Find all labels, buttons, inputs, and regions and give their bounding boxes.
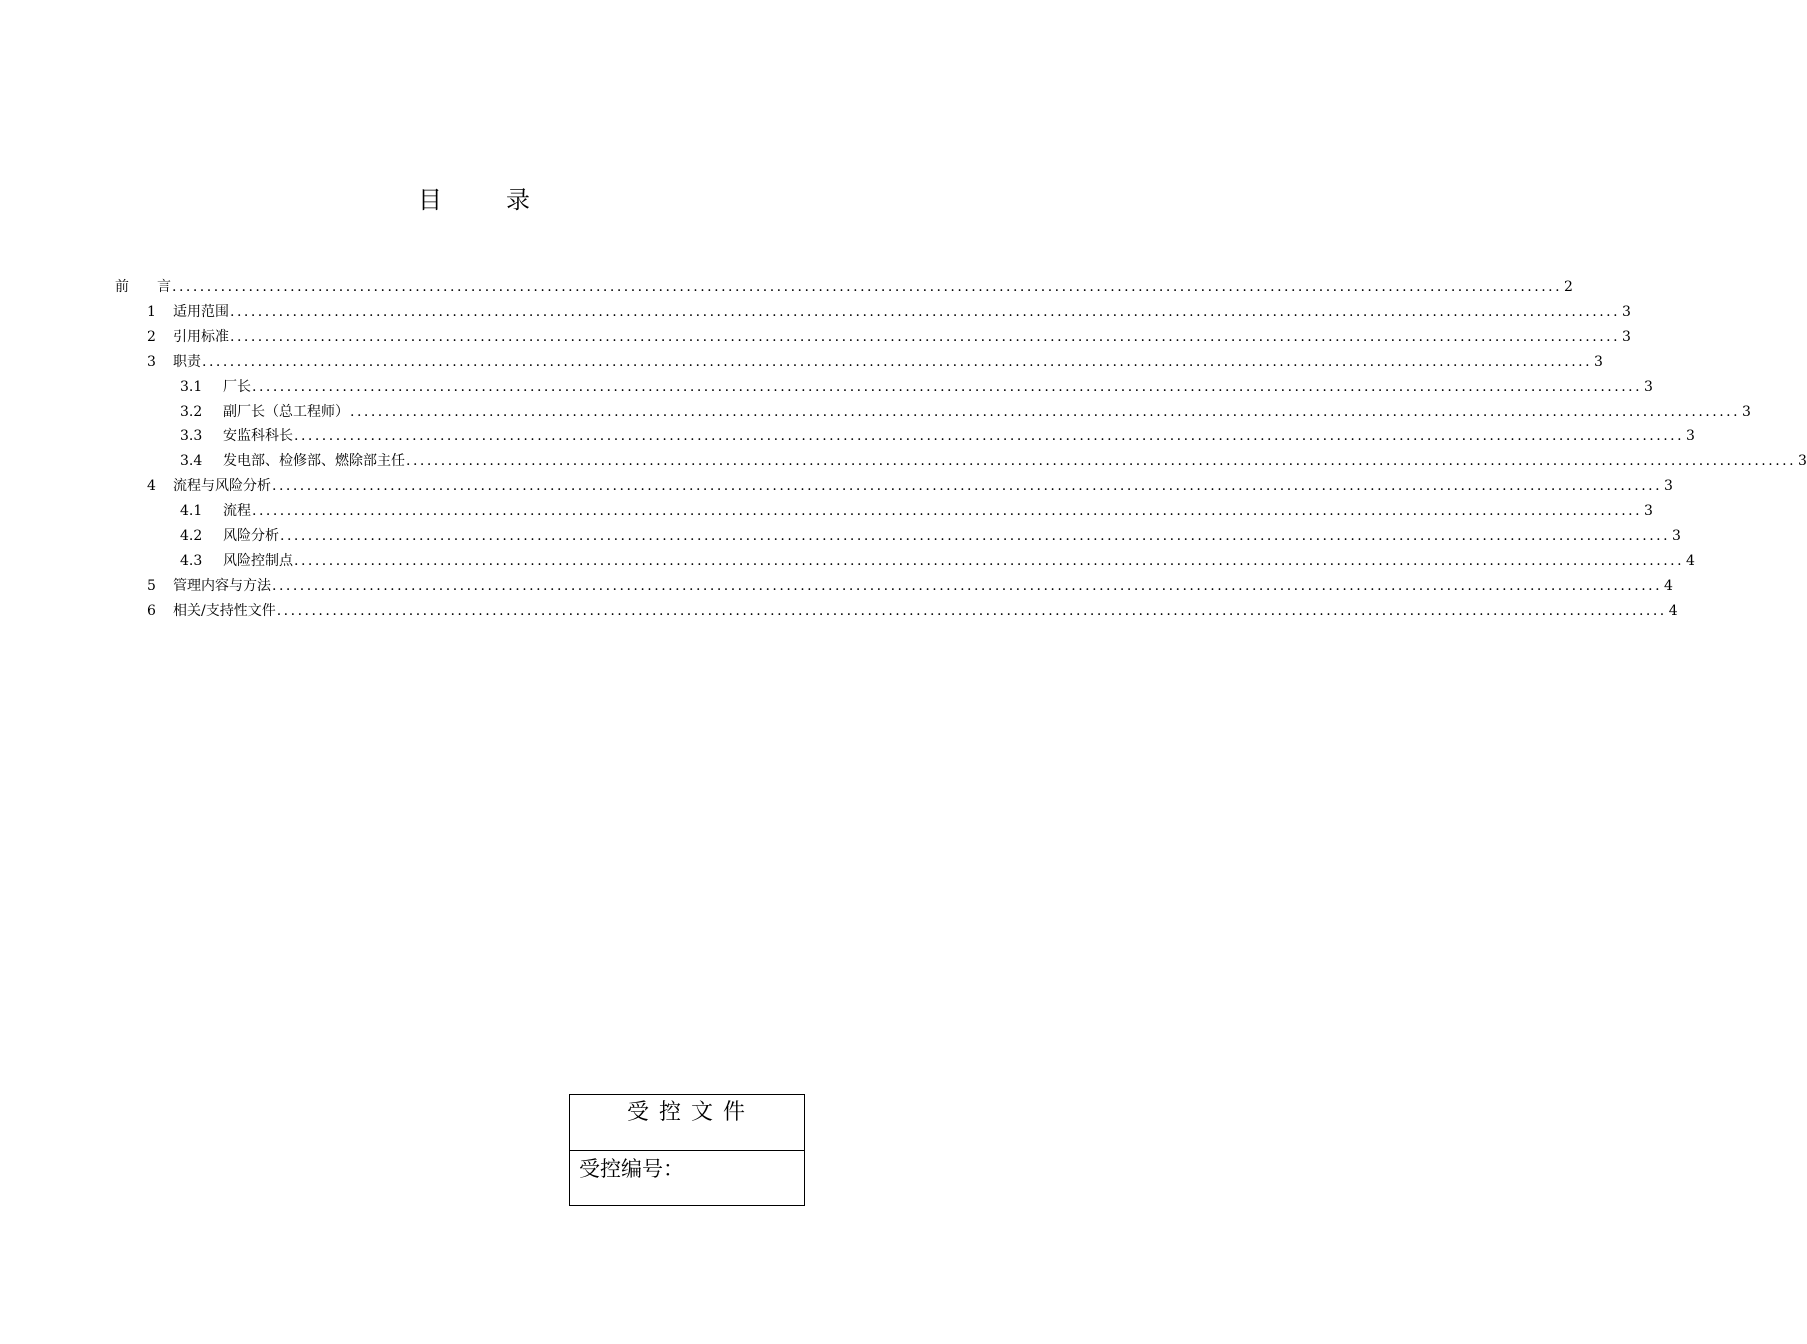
toc-entry-label: 适用范围 [173, 303, 229, 320]
toc-entry[interactable] [147, 327, 1631, 347]
toc-entry-number: 3.3 [180, 428, 203, 445]
toc-leader-dots: ........................................................................................................................................................................................................ [276, 602, 1667, 619]
toc-entry-number: 3 [147, 353, 156, 370]
toc-entry-number: 3.4 [180, 453, 203, 470]
toc-entry[interactable] [147, 601, 1678, 621]
toc-title-char-1: 目 [418, 186, 444, 214]
toc-entry-page: 3 [1742, 403, 1751, 420]
toc-entry-label: 管理内容与方法 [173, 577, 271, 594]
toc-entry-page: 3 [1594, 353, 1603, 370]
toc-leader-dots: ........................................................................................................................................................................................................ [294, 552, 1685, 569]
toc-entry-page: 3 [1644, 503, 1653, 520]
toc-leader-dots: ........................................................................................................................................................................................................ [280, 528, 1671, 544]
toc-leader-dots: ........................................................................................................................................................................................................ [252, 503, 1643, 520]
toc-entry-label: 安监科科长 [223, 428, 293, 445]
toc-leader-dots: ........................................................................................................................................................................................................ [272, 577, 1663, 594]
toc-entry-number: 3.1 [180, 378, 203, 395]
toc-entry-label: 引用标准 [173, 328, 229, 345]
toc-entry[interactable] [180, 526, 1681, 546]
toc-entry-number: 4 [147, 478, 156, 495]
toc-leader-dots: ........................................................................................................................................................................................................ [406, 453, 1797, 470]
toc-entry-number: 4.2 [180, 528, 203, 544]
toc-entry[interactable] [180, 377, 1653, 397]
toc-entry-label: 前 言 [115, 279, 171, 295]
toc-entry-label: 风险分析 [223, 528, 279, 544]
toc-entry-page: 3 [1664, 478, 1673, 495]
toc-leader-dots: ........................................................................................................................................................................................................ [230, 328, 1621, 345]
toc-entry[interactable] [147, 302, 1631, 322]
toc-entry-page: 4 [1668, 602, 1678, 619]
toc-entry-label: 发电部、检修部、燃除部主任 [223, 453, 405, 470]
toc-entry-page: 2 [1564, 279, 1573, 295]
toc-entry-label: 副厂长（总工程师） [223, 403, 349, 420]
toc-leader-dots: ........................................................................................................................................................................................................ [350, 403, 1741, 420]
toc-entry-number: 3.2 [180, 403, 203, 420]
toc-leader-dots: ........................................................................................................................................................................................................ [202, 353, 1593, 370]
toc-entry[interactable] [180, 426, 1695, 446]
toc-entry[interactable] [147, 352, 1603, 372]
toc-entry-label: 厂长 [223, 378, 251, 395]
toc-entry-number: 5 [147, 577, 156, 594]
toc-entry[interactable] [180, 451, 1807, 471]
toc-entry-page: 3 [1622, 303, 1631, 320]
toc-entry-number: 4.1 [180, 503, 203, 520]
toc-leader-dots: ........................................................................................................................................................................................................ [294, 428, 1685, 445]
toc-leader-dots: ........................................................................................................................................................................................................ [230, 303, 1621, 320]
toc-entry-label: 风险控制点 [223, 552, 293, 569]
toc-leader-dots: ........................................................................................................................................................................................................ [172, 279, 1563, 295]
stamp-number-label: 受控编号： [579, 1157, 684, 1181]
toc-entry-number: 2 [147, 328, 156, 345]
toc-entry-label: 流程与风险分析 [173, 478, 271, 495]
toc-entry-number: 4.3 [180, 552, 203, 569]
toc-entry[interactable] [180, 551, 1695, 571]
stamp-heading: 受控文件 [570, 1095, 804, 1151]
toc-entry-page: 3 [1798, 453, 1807, 470]
toc-leader-dots: ........................................................................................................................................................................................................ [272, 478, 1663, 495]
toc-entry-label: 相关/支持性文件 [173, 602, 276, 619]
toc-title-char-2: 录 [506, 186, 532, 214]
toc-entry[interactable] [147, 576, 1673, 596]
toc-entry-page: 4 [1664, 577, 1673, 594]
toc-entry[interactable] [147, 476, 1673, 496]
toc-entry[interactable] [115, 277, 1573, 297]
toc-entry-page: 3 [1644, 378, 1653, 395]
toc-leader-dots: ........................................................................................................................................................................................................ [252, 378, 1643, 395]
toc-entry-number: 1 [147, 303, 156, 320]
toc-entry-page: 3 [1672, 528, 1681, 544]
toc-entry-label: 流程 [223, 503, 251, 520]
toc-entry[interactable] [180, 501, 1653, 521]
toc-entry-page: 3 [1622, 328, 1631, 345]
toc-entry-label: 职责 [173, 353, 201, 370]
toc-entry-number: 6 [147, 602, 156, 619]
toc-entry[interactable] [180, 402, 1751, 422]
controlled-document-stamp [569, 1094, 805, 1206]
toc-entry-page: 4 [1686, 552, 1695, 569]
toc-entry-page: 3 [1686, 428, 1695, 445]
toc-title [0, 183, 950, 217]
